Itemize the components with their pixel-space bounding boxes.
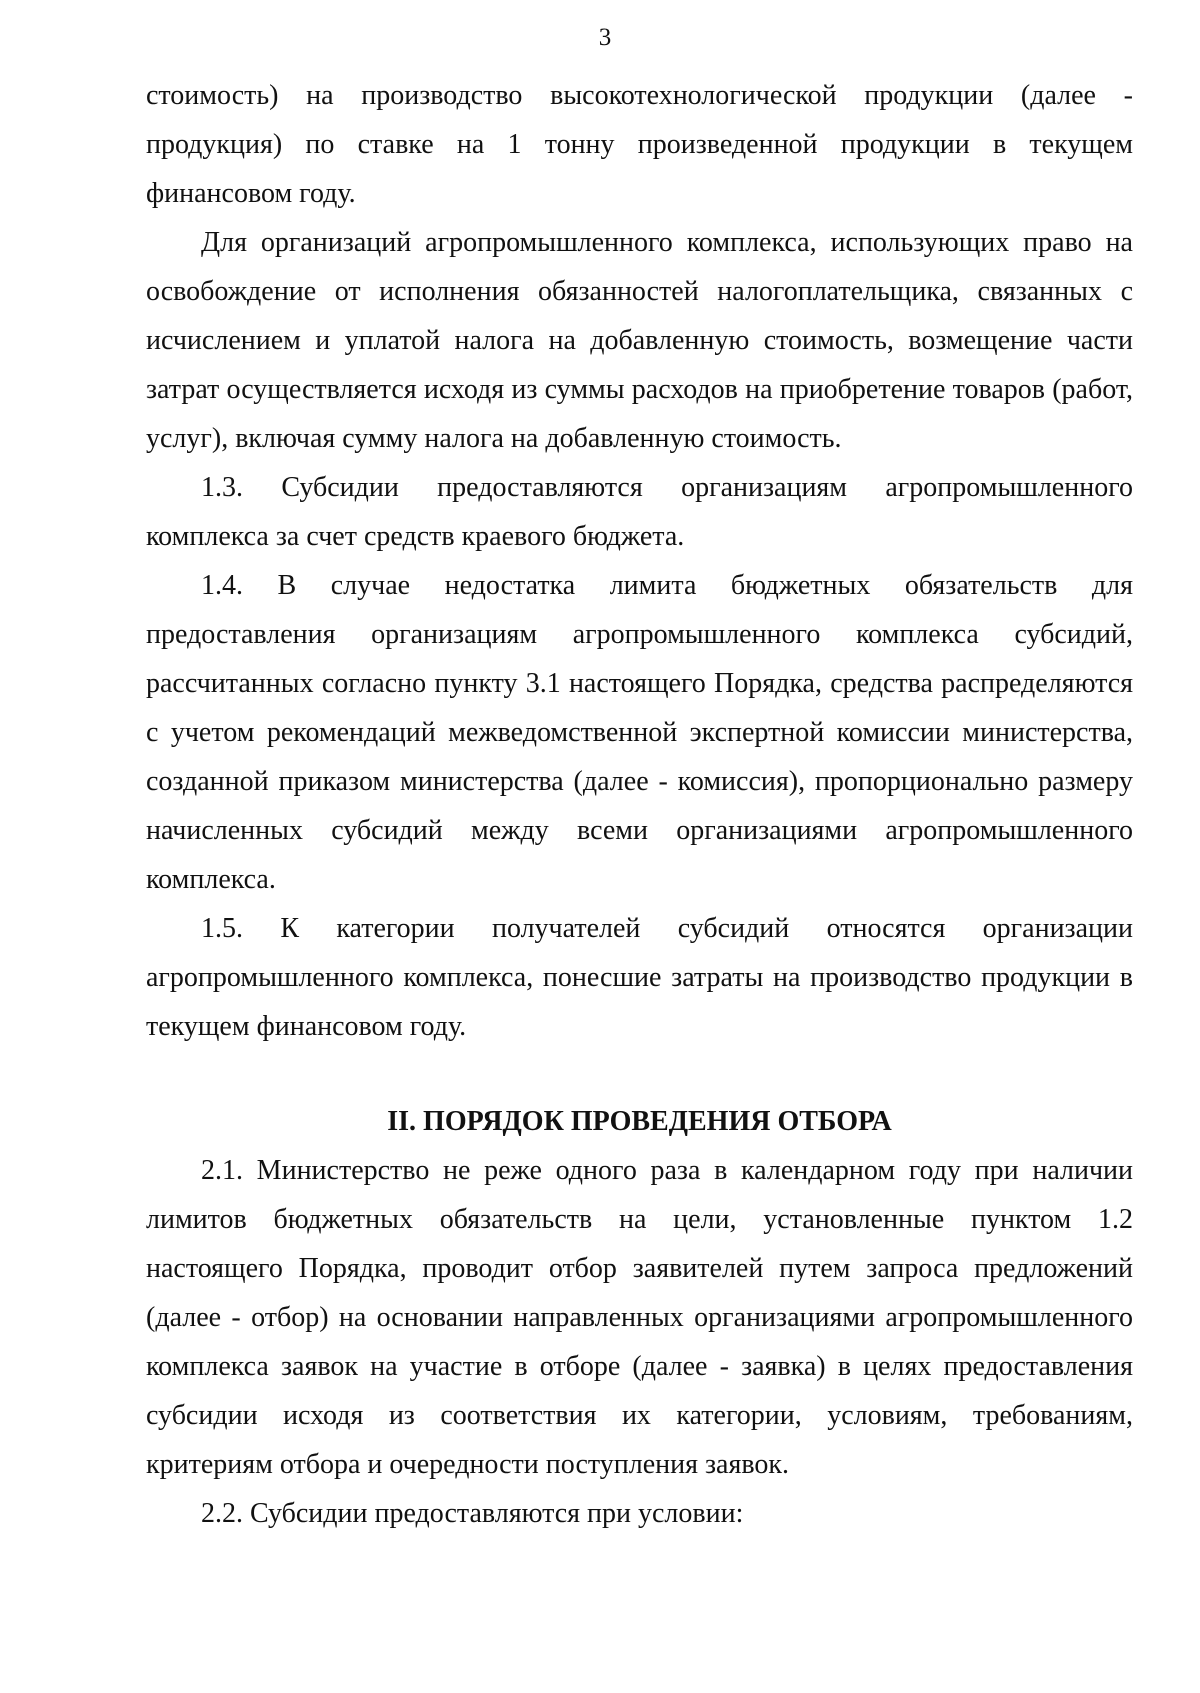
- paragraph-2-2: 2.2. Субсидии предоставляются при условии:: [201, 1498, 744, 1529]
- paragraph-vat-exemption: Для организаций агропромышленного комплекса, использующих право на освобождение от исполнения обязанностей налогоплательщика, связанных с исчислением и уплатой налога на добавленную стоимость, возмещение части затрат осуществляется исходя из суммы расходов на приобретение товаров (работ, услуг), включая сумму налога на добавленную стоимость.: [146, 227, 1133, 454]
- paragraph-1-5: 1.5. К категории получателей субсидий относятся организации агропромышленного комплекса, понесшие затраты на производство продукции в текущем финансовом году.: [146, 913, 1133, 1042]
- paragraph-1-4: 1.4. В случае недостатка лимита бюджетных обязательств для предоставления организациям агропромышленного комплекса субсидий, рассчитанных согласно пункту 3.1 настоящего Порядка, средства распределяются с учетом рекомендаций межведомственной экспертной комиссии министерства, созданной приказом министерства (далее - комиссия), пропорционально размеру начисленных субсидий между всеми организациями агропромышленного комплекса.: [146, 570, 1133, 895]
- paragraph-intro: стоимость) на производство высокотехнологической продукции (далее - продукция) по ставке на 1 тонну произведенной продукции в текущем финансовом году.: [146, 80, 1133, 209]
- page-number: 3: [598, 24, 612, 51]
- paragraph-2-1: 2.1. Министерство не реже одного раза в календарном году при наличии лимитов бюджетных обязательств на цели, установленные пунктом 1.2 настоящего Порядка, проводит отбор заявителей путем запроса предложений (далее - отбор) на основании направленных организациями агропромышленного комплекса заявок на участие в отборе (далее - заявка) в целях предоставления субсидии исходя из соответствия их категории, условиям, требованиям, критериям отбора и очередности поступления заявок.: [146, 1155, 1133, 1480]
- section-heading: II. ПОРЯДОК ПРОВЕДЕНИЯ ОТБОРА: [387, 1106, 892, 1137]
- paragraph-1-3: 1.3. Субсидии предоставляются организациям агропромышленного комплекса за счет средств краевого бюджета.: [146, 472, 1133, 552]
- document-body: [146, 71, 1133, 1538]
